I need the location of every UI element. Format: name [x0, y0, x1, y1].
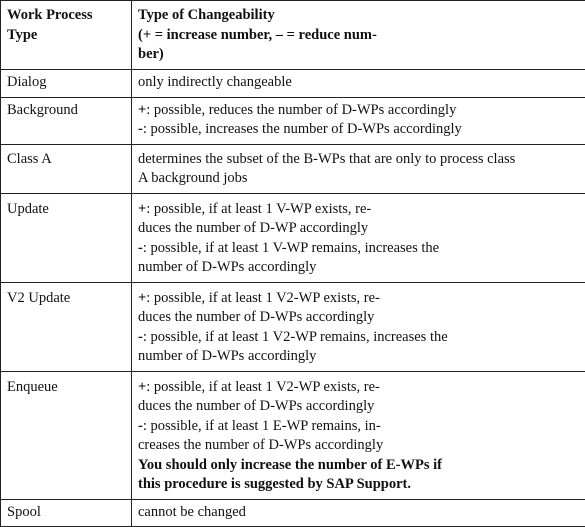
- minus-symbol: -: [138, 329, 143, 345]
- line-text: : possible, if at least 1 V-WP exists, re-: [146, 201, 371, 217]
- changeability-line: [138, 239, 580, 259]
- row-type-label: Update: [7, 201, 49, 217]
- changeability-line: [138, 436, 580, 456]
- minus-symbol: -: [138, 121, 143, 137]
- plus-symbol: +: [138, 102, 146, 118]
- plus-symbol: +: [138, 290, 146, 306]
- row-type-cell: [1, 371, 132, 499]
- changeability-line: [138, 200, 580, 220]
- line-text: number of D-WPs accordingly: [138, 259, 316, 275]
- row-changeability-cell: [132, 144, 585, 193]
- row-type-cell: [1, 282, 132, 371]
- row-type-label: Dialog: [7, 74, 46, 90]
- minus-symbol: -: [138, 418, 143, 434]
- row-type-cell: [1, 144, 132, 193]
- line-text: cannot be changed: [138, 504, 246, 520]
- line-text: duces the number of D-WPs accordingly: [138, 309, 374, 325]
- header-work-process-type: [1, 1, 132, 70]
- line-text: : possible, if at least 1 E-WP remains, in-: [143, 418, 381, 434]
- row-type-cell: [1, 70, 132, 98]
- changeability-line: [138, 503, 580, 523]
- support-note-line: [138, 475, 580, 495]
- changeability-line: [138, 417, 580, 437]
- line-text: only indirectly changeable: [138, 74, 292, 90]
- table-row: [1, 282, 585, 371]
- row-changeability-cell: [132, 371, 585, 499]
- changeability-line: [138, 378, 580, 398]
- changeability-line: [138, 73, 580, 93]
- minus-symbol: -: [138, 240, 143, 256]
- support-note-line: [138, 456, 580, 476]
- header-col2-line: ber): [138, 45, 580, 65]
- line-text: : possible, if at least 1 V2-WP remains, increases the: [143, 329, 448, 345]
- row-type-label: Enqueue: [7, 379, 58, 395]
- line-text: : possible, reduces the number of D-WPs accordingly: [146, 102, 456, 118]
- row-type-label: Spool: [7, 504, 41, 520]
- changeability-line: [138, 328, 580, 348]
- line-text: creases the number of D-WPs accordingly: [138, 437, 383, 453]
- line-text: You should only increase the number of E-WPs if: [138, 457, 442, 473]
- changeability-line: [138, 150, 580, 170]
- table-row: [1, 70, 585, 98]
- row-type-cell: [1, 193, 132, 282]
- line-text: : possible, increases the number of D-WPs accordingly: [143, 121, 462, 137]
- line-text: : possible, if at least 1 V2-WP exists, re-: [146, 290, 380, 306]
- header-type-of-changeability: [132, 1, 585, 70]
- plus-symbol: +: [138, 201, 146, 217]
- line-text: A background jobs: [138, 170, 248, 186]
- header-col2-line: (+ = increase number, – = reduce num-: [138, 26, 580, 46]
- table-row: [1, 371, 585, 499]
- table-row: [1, 97, 585, 144]
- line-text: duces the number of D-WPs accordingly: [138, 398, 374, 414]
- line-text: number of D-WPs accordingly: [138, 348, 316, 364]
- table-row: [1, 193, 585, 282]
- line-text: determines the subset of the B-WPs that are only to process class: [138, 151, 515, 167]
- changeability-line: [138, 169, 580, 189]
- row-changeability-cell: [132, 97, 585, 144]
- row-type-label: Background: [7, 102, 78, 118]
- line-text: duces the number of D-WP accordingly: [138, 220, 368, 236]
- row-changeability-cell: [132, 70, 585, 98]
- line-text: : possible, if at least 1 V2-WP exists, re-: [146, 379, 380, 395]
- changeability-line: [138, 308, 580, 328]
- changeability-line: [138, 289, 580, 309]
- header-col1-line: Work Process: [7, 6, 126, 26]
- line-text: : possible, if at least 1 V-WP remains, increases the: [143, 240, 439, 256]
- row-changeability-cell: [132, 193, 585, 282]
- row-type-label: Class A: [7, 151, 52, 167]
- table-row: [1, 499, 585, 527]
- table-row: [1, 144, 585, 193]
- header-col1-line: Type: [7, 26, 126, 46]
- plus-symbol: +: [138, 379, 146, 395]
- changeability-line: [138, 397, 580, 417]
- row-changeability-cell: [132, 499, 585, 527]
- row-type-cell: [1, 97, 132, 144]
- table-header-row: [1, 1, 585, 70]
- header-col2-line: Type of Changeability: [138, 6, 580, 26]
- changeability-line: [138, 219, 580, 239]
- row-type-cell: [1, 499, 132, 527]
- changeability-line: [138, 258, 580, 278]
- line-text: this procedure is suggested by SAP Support.: [138, 476, 411, 492]
- row-type-label: V2 Update: [7, 290, 70, 306]
- row-changeability-cell: [132, 282, 585, 371]
- changeability-line: [138, 120, 580, 140]
- changeability-line: [138, 101, 580, 121]
- changeability-line: [138, 347, 580, 367]
